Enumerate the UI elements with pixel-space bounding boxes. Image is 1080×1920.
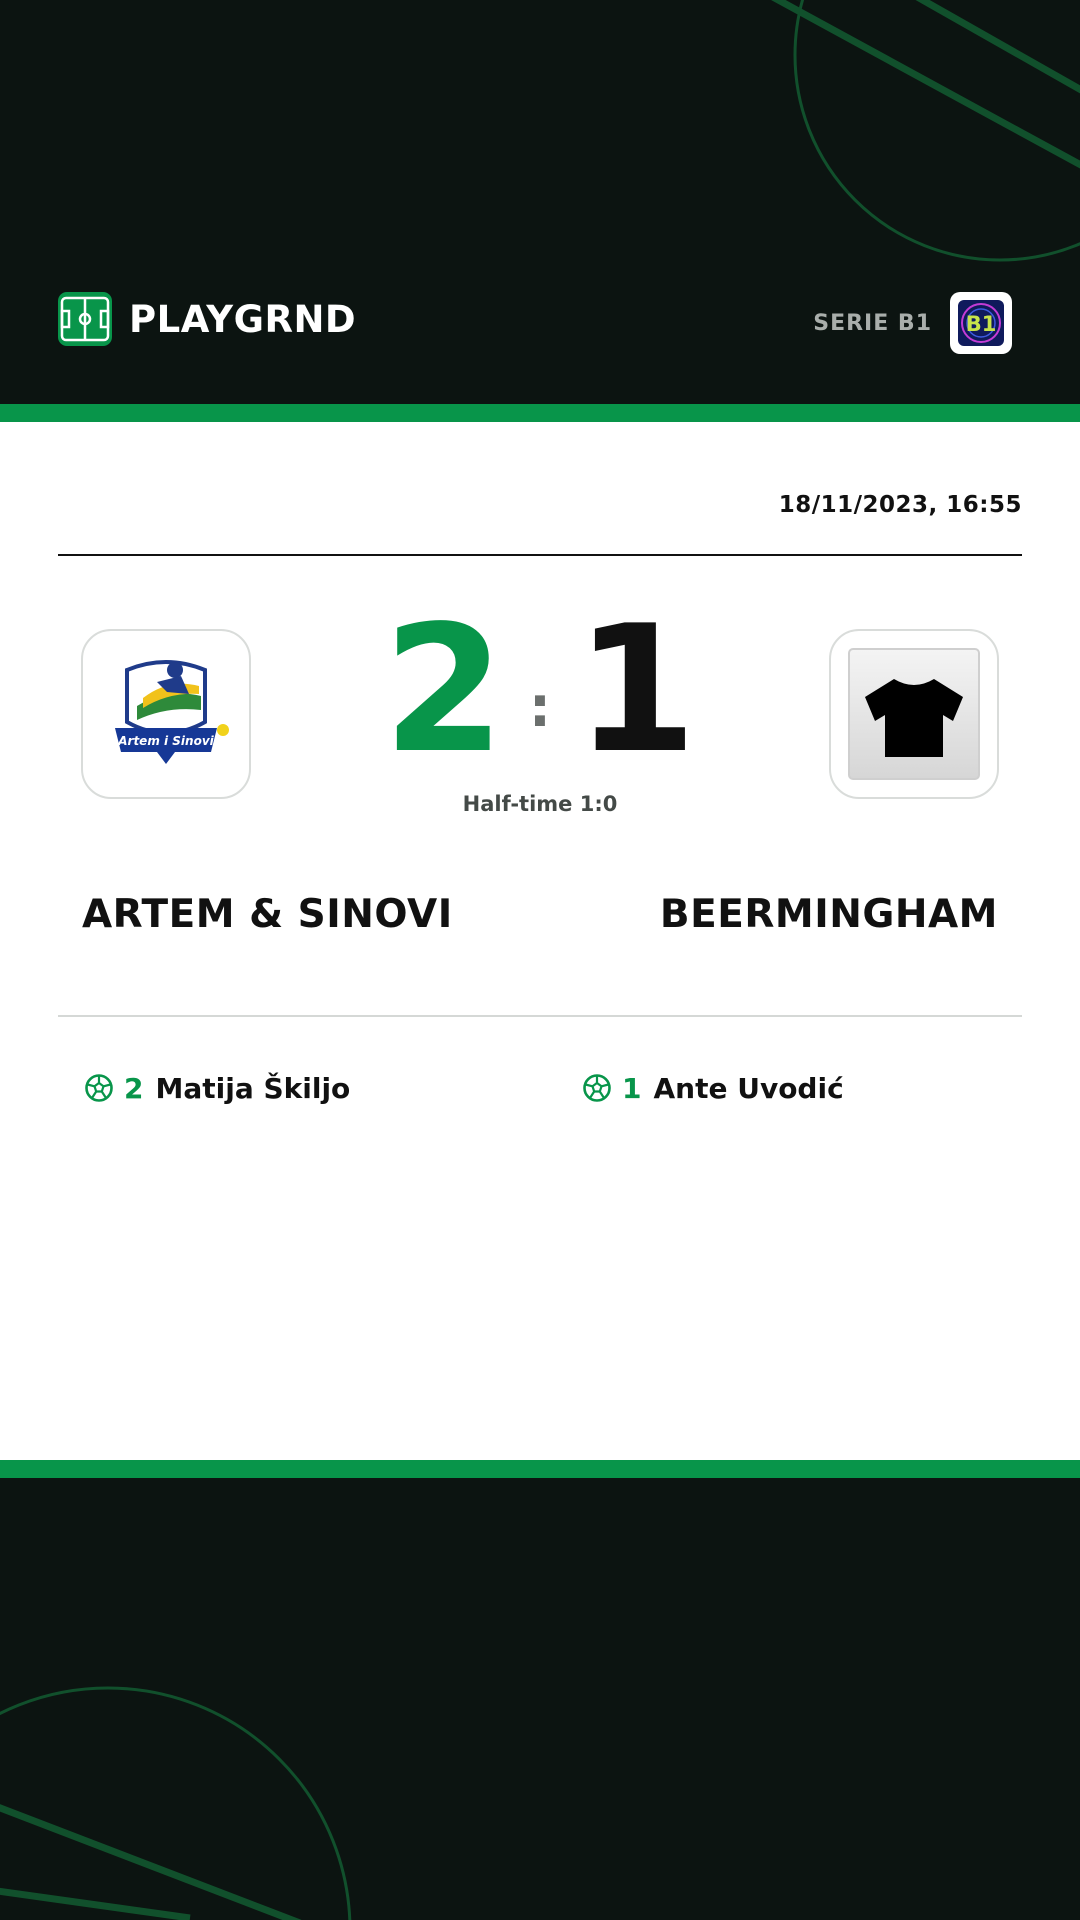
accent-bar-bottom [0, 1460, 1080, 1478]
pitch-decoration [0, 1478, 1080, 1920]
footer [0, 1478, 1080, 1920]
away-team-crest[interactable] [829, 629, 999, 799]
pitch-icon [58, 292, 112, 346]
away-team-name[interactable]: BEERMINGHAM [659, 892, 998, 937]
ball-icon [582, 1073, 612, 1103]
away-scorer-name: Ante Uvodić [653, 1071, 844, 1105]
home-team-name[interactable]: ARTEM & SINOVI [82, 892, 453, 937]
header [0, 0, 1080, 404]
score-separator: : [528, 675, 552, 740]
home-score: 2 [383, 588, 505, 792]
league[interactable] [813, 292, 1012, 354]
league-name: SERIE B1 [813, 310, 932, 336]
brand[interactable] [58, 292, 356, 346]
league-badge [950, 292, 1012, 354]
halftime-score: Half-time 1:0 [462, 792, 618, 816]
away-scorer-goals: 1 [622, 1071, 642, 1105]
home-crest-text: Artem i Sinovi [118, 734, 214, 748]
ball-icon [84, 1073, 114, 1103]
away-score: 1 [575, 588, 697, 792]
home-scorer [84, 1068, 350, 1108]
divider [58, 554, 1022, 556]
accent-bar-top [0, 404, 1080, 422]
league-badge-text: B1 [965, 312, 997, 336]
divider [58, 1015, 1022, 1017]
home-team-crest[interactable] [81, 629, 251, 799]
home-scorer-name: Matija Škiljo [155, 1071, 351, 1105]
away-scorer [582, 1068, 844, 1108]
jersey-icon [847, 647, 981, 781]
match-datetime: 18/11/2023, 16:55 [778, 492, 1022, 518]
match-card [0, 422, 1080, 1460]
home-scorer-goals: 2 [124, 1071, 144, 1105]
scoreboard [360, 588, 720, 792]
brand-name: PLAYGRND [129, 297, 357, 341]
